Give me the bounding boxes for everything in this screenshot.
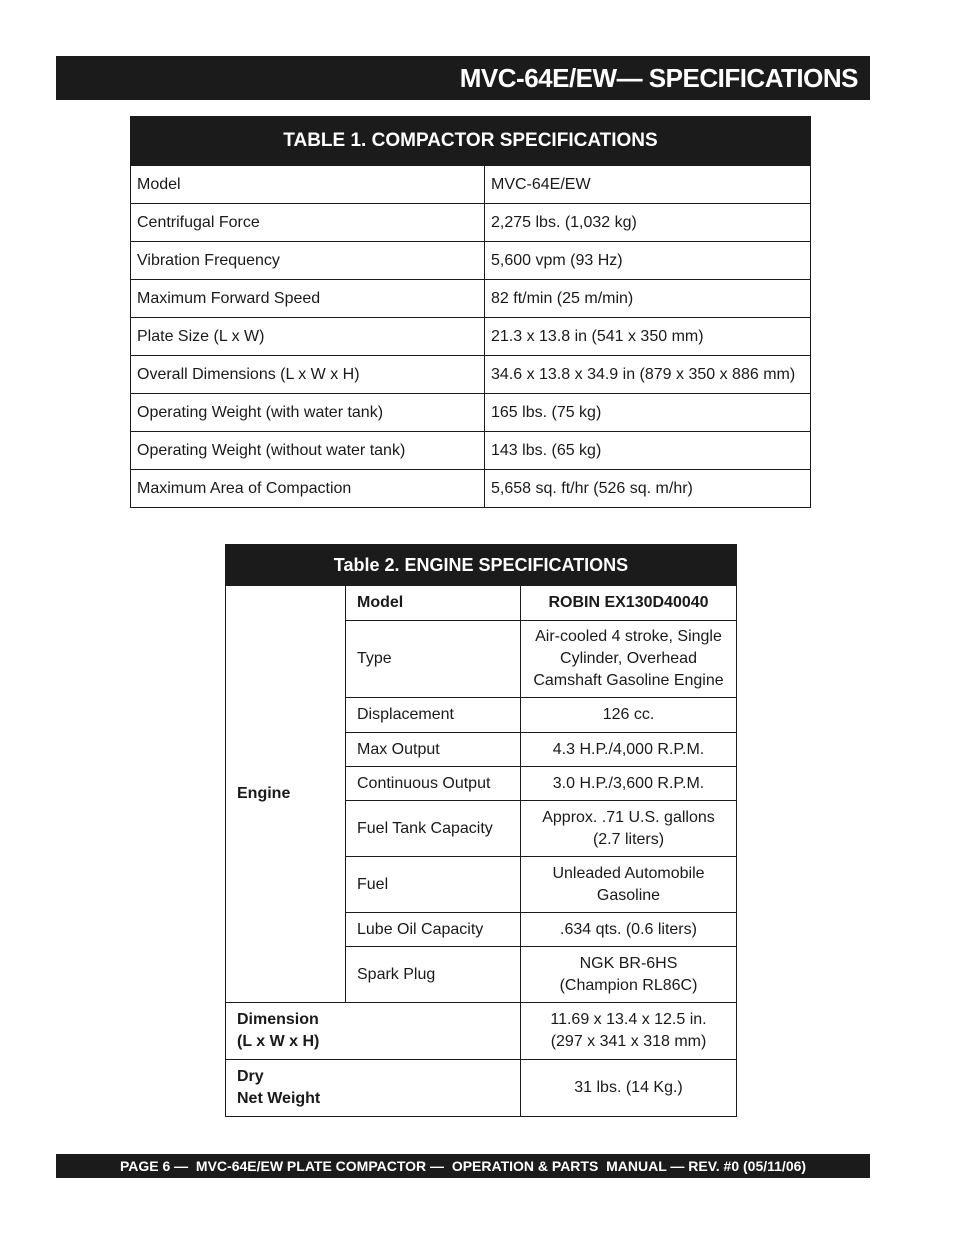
value-line: (2.7 liters) bbox=[592, 830, 665, 848]
table-row bbox=[131, 280, 811, 318]
spec-value: 21.3 x 13.8 in (541 x 350 mm) bbox=[485, 318, 811, 356]
table-row bbox=[131, 470, 811, 508]
spec-value: 5,600 vpm (93 Hz) bbox=[485, 242, 811, 280]
value-line: (Champion RL86C) bbox=[559, 976, 698, 994]
label-line: (L x W x H) bbox=[237, 1033, 320, 1050]
weight-value: 31 lbs. (14 Kg.) bbox=[521, 1060, 737, 1117]
spec-label: Fuel Tank Capacity bbox=[346, 801, 521, 857]
value-line: Air-cooled 4 stroke, Single bbox=[535, 628, 722, 645]
spec-value: 34.6 x 13.8 x 34.9 in (879 x 350 x 886 mm) bbox=[485, 356, 811, 394]
spec-value: 143 lbs. (65 kg) bbox=[485, 432, 811, 470]
value-line: Unleaded Automobile bbox=[552, 864, 705, 882]
spec-value bbox=[521, 947, 737, 1003]
weight-label bbox=[226, 1060, 521, 1117]
spec-label: Plate Size (L x W) bbox=[131, 318, 485, 356]
spec-value: ROBIN EX130D40040 bbox=[521, 586, 737, 621]
table-row bbox=[131, 432, 811, 470]
table-row bbox=[131, 166, 811, 204]
table-row bbox=[131, 356, 811, 394]
table-row bbox=[131, 204, 811, 242]
spec-value: 2,275 lbs. (1,032 kg) bbox=[485, 204, 811, 242]
spec-value: 126 cc. bbox=[521, 698, 737, 733]
spec-label: Operating Weight (with water tank) bbox=[131, 394, 485, 432]
label-line: Net Weight bbox=[237, 1090, 321, 1107]
spec-value bbox=[521, 621, 737, 698]
table1-title: TABLE 1. COMPACTOR SPECIFICATIONS bbox=[131, 117, 811, 166]
value-line: NGK BR-6HS bbox=[579, 954, 678, 972]
spec-label: Overall Dimensions (L x W x H) bbox=[131, 356, 485, 394]
page-title: MVC-64E/EW— SPECIFICATIONS bbox=[56, 56, 870, 100]
spec-label: Continuous Output bbox=[346, 767, 521, 801]
label-line: Dimension bbox=[237, 1011, 319, 1028]
table-row bbox=[131, 318, 811, 356]
spec-value: .634 qts. (0.6 liters) bbox=[521, 913, 737, 947]
spec-value: MVC-64E/EW bbox=[485, 166, 811, 204]
value-line: Gasoline bbox=[596, 886, 661, 904]
spec-label: Vibration Frequency bbox=[131, 242, 485, 280]
value-line: (297 x 341 x 318 mm) bbox=[550, 1033, 707, 1050]
value-line: Approx. .71 U.S. gallons bbox=[542, 808, 715, 826]
table-row bbox=[226, 1003, 737, 1060]
spec-label: Operating Weight (without water tank) bbox=[131, 432, 485, 470]
value-line: Cylinder, Overhead bbox=[560, 650, 697, 667]
spec-label: Spark Plug bbox=[346, 947, 521, 1003]
spec-label: Displacement bbox=[346, 698, 521, 733]
spec-value: 165 lbs. (75 kg) bbox=[485, 394, 811, 432]
table-row bbox=[131, 394, 811, 432]
table-row bbox=[226, 586, 737, 621]
spec-label: Max Output bbox=[346, 733, 521, 767]
spec-label: Fuel bbox=[346, 857, 521, 913]
spec-value: 82 ft/min (25 m/min) bbox=[485, 280, 811, 318]
spec-value: 3.0 H.P./3,600 R.P.M. bbox=[521, 767, 737, 801]
table-row bbox=[131, 242, 811, 280]
label-line: Dry bbox=[237, 1068, 264, 1085]
spec-value bbox=[521, 801, 737, 857]
spec-value: 5,658 sq. ft/hr (526 sq. m/hr) bbox=[485, 470, 811, 508]
table2-title: Table 2. ENGINE SPECIFICATIONS bbox=[226, 545, 737, 586]
dimension-label bbox=[226, 1003, 521, 1060]
engine-specifications-table bbox=[225, 544, 737, 1117]
value-line: Camshaft Gasoline Engine bbox=[533, 672, 724, 689]
spec-label: Type bbox=[346, 621, 521, 698]
compactor-specifications-table bbox=[130, 116, 811, 508]
spec-label: Model bbox=[131, 166, 485, 204]
engine-group-label: Engine bbox=[226, 586, 346, 1003]
table-row bbox=[226, 1060, 737, 1117]
page-footer: PAGE 6 — MVC-64E/EW PLATE COMPACTOR — OPERATION & PARTS MANUAL — REV. #0 (05/11/06) bbox=[56, 1154, 870, 1178]
spec-label: Maximum Area of Compaction bbox=[131, 470, 485, 508]
spec-label: Model bbox=[346, 586, 521, 621]
spec-value: 4.3 H.P./4,000 R.P.M. bbox=[521, 733, 737, 767]
dimension-value bbox=[521, 1003, 737, 1060]
spec-label: Lube Oil Capacity bbox=[346, 913, 521, 947]
spec-value bbox=[521, 857, 737, 913]
value-line: 11.69 x 13.4 x 12.5 in. bbox=[550, 1011, 707, 1028]
spec-label: Centrifugal Force bbox=[131, 204, 485, 242]
spec-label: Maximum Forward Speed bbox=[131, 280, 485, 318]
